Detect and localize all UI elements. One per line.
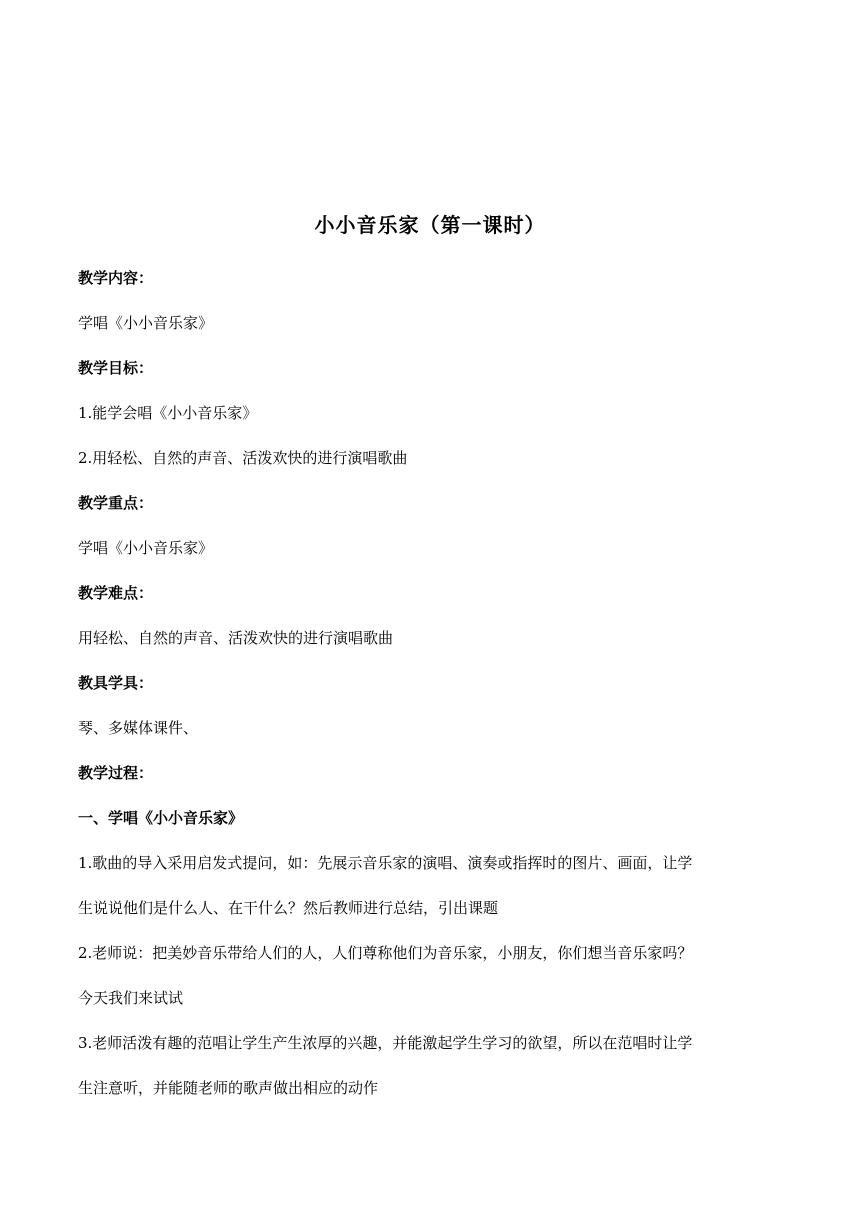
step-2-line-2: 今天我们来试试 <box>78 989 184 1007</box>
teaching-content-heading: 教学内容： <box>78 269 154 287</box>
teaching-tools-heading: 教具学具： <box>78 674 154 692</box>
document-title: 小小音乐家（第一课时） <box>314 213 546 237</box>
teaching-difficulty-heading: 教学难点： <box>78 584 154 602</box>
step-3-line-1: 3.老师活泼有趣的范唱让学生产生浓厚的兴趣，并能激起学生学习的欲望，所以在范唱时让学 <box>78 1034 693 1052</box>
step-1-line-2: 生说说他们是什么人、在干什么？然后教师进行总结，引出课题 <box>78 899 499 917</box>
teaching-key-heading: 教学重点： <box>78 494 154 512</box>
teaching-goals-heading: 教学目标： <box>78 359 154 377</box>
step-3-line-2: 生注意听，并能随老师的歌声做出相应的动作 <box>78 1079 379 1097</box>
document-body <box>78 256 784 1111</box>
teaching-goal-2: 2.用轻松、自然的声音、活泼欢快的进行演唱歌曲 <box>78 449 408 467</box>
part-1-heading: 一、学唱《小小音乐家》 <box>78 809 244 827</box>
step-1-line-1: 1.歌曲的导入采用启发式提问，如：先展示音乐家的演唱、演奏或指挥时的图片、画面，让学 <box>78 854 693 872</box>
teaching-tools-text: 琴、多媒体课件、 <box>78 719 199 737</box>
teaching-process-heading: 教学过程： <box>78 764 154 782</box>
teaching-goal-1: 1.能学会唱《小小音乐家》 <box>78 404 258 422</box>
teaching-key-text: 学唱《小小音乐家》 <box>78 539 214 557</box>
step-2-line-1: 2.老师说：把美妙音乐带给人们的人，人们尊称他们为音乐家，小朋友，你们想当音乐家吗？ <box>78 944 693 962</box>
teaching-difficulty-text: 用轻松、自然的声音、活泼欢快的进行演唱歌曲 <box>78 629 394 647</box>
teaching-content-text: 学唱《小小音乐家》 <box>78 314 214 332</box>
